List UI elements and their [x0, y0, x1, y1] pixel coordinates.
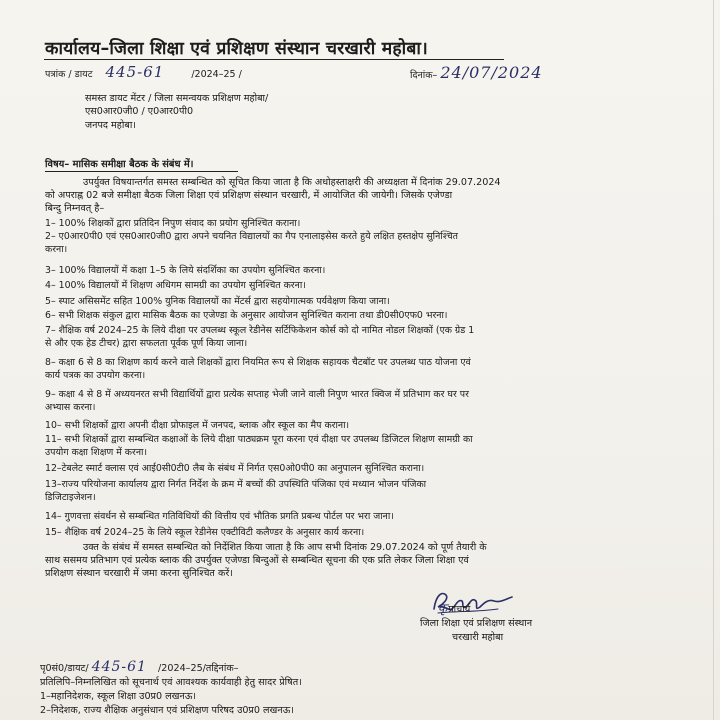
date-label: दिनांक — [410, 70, 433, 81]
agenda-item-text: 5– स्पाट असिसमेंट सहित 100% युनिक विद्यालयों का मेंटर्स द्वारा सहयोगात्मक पर्यवेक्षण किया जाना। — [45, 296, 390, 307]
copy-line: प्रतिलिपि–निम्नलिखित को सूचनार्थ एवं आवश्यक कार्यवाही हेतु सादर प्रेषित। — [40, 677, 302, 688]
recipient-line: समस्त डायट मेंटर / जिला समन्वयक प्रशिक्षण महोबा/ — [85, 93, 269, 104]
signatory-org: जिला शिक्षा एवं प्रशिक्षण संस्थान — [420, 618, 533, 629]
date-line: दिनांक– 24/07/2024 — [410, 63, 543, 82]
agenda-item-text: 15– शैक्षिक वर्ष 2024–25 के लिये स्कूल रेडीनेस एक्टीविटी कलैण्डर के अनुसार कार्य करना। — [45, 527, 365, 538]
agenda-item-text: 14– गुणवत्ता संवर्धन से सम्बन्धित गतिविधियों की वित्तीय एवं भौतिक प्रगति प्रबन्ध पोर्टल पर भरा जाना। — [45, 511, 394, 522]
agenda-item-text: 13–राज्य परियोजना कार्यालय द्वारा निर्गत निर्देश के क्रम में बच्चों की उपस्थिति पंजिका एवं मध्यान भोजन पंजिका — [45, 479, 427, 490]
letterhead-title: कार्यालय–जिला शिक्षा एवं प्रशिक्षण संस्थान चरखारी महोबा। — [45, 39, 428, 59]
agenda-item-text: 11– सभी शिक्षकों द्वारा सम्बन्धित कक्षाओं के लिये दीक्षा पाठ्यक्रम पूरा करना एवं दीक्षा पर उपलब्ध डिजिटल शिक्षण सामग्री का — [45, 434, 473, 445]
page-edge — [713, 0, 714, 720]
copy-to-section — [40, 660, 302, 718]
reference-line — [45, 63, 242, 81]
agenda-item-text: 12–टेबलेट स्मार्ट क्लास एवं आई0सी0टी0 लैब के संबंध में निर्गत एस0ओ0पी0 का अनुपालन सुनिश्चित कराना। — [45, 463, 425, 474]
intro-line: उपर्युक्त विषयान्तर्गत समस्त सम्बन्धित को सूचित किया जाता है कि अधोहस्ताक्षरी की अध्यक्षता में दिनांक 29.07.2024 — [83, 177, 501, 188]
signature-block — [420, 583, 640, 645]
letterhead-underline — [44, 59, 504, 60]
agenda-item-5 — [45, 295, 695, 308]
agenda-item-text: से और एक हेड टीचर) द्वारा सफलता पूर्वक पूर्ण किया जाना। — [45, 338, 248, 350]
agenda-item-text: 8– कक्षा 6 से 8 का शिक्षण कार्य करने वाले शिक्षकों द्वारा नियमित रूप से शिक्षक सहायक चैटबॉट पर उपलब्ध पाठ योजना एवं — [45, 357, 471, 368]
ref-number: 445-61 — [105, 63, 165, 81]
agenda-item-text: 1– 100% शिक्षकों द्वारा प्रतिदिन निपुण संवाद का प्रयोग सुनिश्चित कराना। — [45, 218, 301, 229]
recipient-line: एस0आर0जी0 / ए0आर0पी0 — [85, 106, 194, 118]
agenda-item-2 — [45, 230, 695, 256]
agenda-item-text: डिजिटाइजेशन। — [45, 492, 96, 504]
copy-ref-label: पृ0सं0/डायट/ — [40, 663, 89, 674]
agenda-item-text: 7– शैक्षिक वर्ष 2024–25 के लिये दीक्षा पर उपलब्ध स्कूल रेडीनेस सर्टिफिकेशन कोर्स को दो नामित नोडल शिक्षकों (एक ग्रेड 1 — [45, 325, 475, 336]
closing-line: साथ ससमय प्रतिभाग एवं प्रत्येक ब्लाक की उपर्युक्त एजेण्डा बिन्दुओं से सम्बन्धित सूचना की एक प्रति लेकर जिला शिक्षा एवं — [45, 555, 469, 567]
agenda-item-14 — [45, 510, 695, 523]
signature-initial: कृ — [438, 601, 449, 615]
subject-underline — [45, 171, 238, 172]
agenda-item-12 — [45, 462, 695, 475]
closing-paragraph — [45, 541, 675, 581]
agenda-item-text: 10– सभी शिक्षकों द्वारा अपनी दीक्षा प्रोफाइल में जनपद, ब्लाक और स्कूल का मैप कराना। — [45, 420, 350, 431]
ref-suffix: /2024–25 / — [191, 69, 242, 80]
ref-label: पत्रांक / डायट — [45, 69, 93, 80]
agenda-item-text: 2– ए0आर0पी0 एवं एस0आर0जी0 द्वारा अपने चयनित विद्यालयों का गैप एनालाइसेस करते हुये लक्षित हस्तक्षेप सुनिश्चित — [45, 231, 458, 242]
date-value: 24/07/2024 — [440, 63, 543, 82]
agenda-item-3 — [45, 264, 695, 277]
agenda-item-text: उपयोग कक्षा शिक्षण में करना। — [45, 447, 148, 459]
closing-line: प्रशिक्षण संस्थान चरखारी में जमा करना सुनिश्चित करें। — [45, 568, 233, 580]
agenda-item-8 — [45, 356, 695, 382]
copy-line: 2–निदेशक, राज्य शैक्षिक अनुसंधान एवं प्रशिक्षण परिषद उ0प्र0 लखनऊ। — [40, 705, 294, 716]
agenda-item-10 — [45, 419, 695, 432]
copy-ref-suffix: /2024–25/तद्दिनांक– — [158, 663, 239, 674]
recipients-block — [85, 92, 268, 132]
copy-ref-number: 445-61 — [91, 659, 147, 675]
agenda-item-text: 6– सभी शिक्षक संकुल द्वारा मासिक बैठक का एजेण्डा के अनुसार आयोजन सुनिश्चित कराना तथा डी0सी0एफ0 भरना। — [45, 310, 448, 321]
agenda-item-7 — [45, 324, 695, 350]
agenda-item-text: 4– 100% विद्यालयों में शिक्षण अधिगम सामग्री का उपयोग सुनिश्चित करना। — [45, 280, 306, 291]
agenda-item-1 — [45, 217, 695, 230]
agenda-item-text: 9– कक्षा 4 से 8 में अध्ययनरत सभी विद्यार्थियों द्वारा प्रत्येक सप्ताह भेजी जाने वाली निपुण भारत क्विज में प्रतिभाग कर घर पर — [45, 389, 469, 400]
closing-line: उक्त के संबंध में समस्त सम्बन्धित को निर्देशित किया जाता है कि आप सभी दिनांक 29.07.2024 को पूर्ण तैयारी के — [83, 542, 487, 553]
agenda-item-13 — [45, 478, 695, 504]
signatory-place: चरखारी महोबा — [452, 632, 504, 643]
intro-paragraph — [45, 176, 675, 216]
agenda-item-text: करना। — [45, 244, 68, 256]
agenda-item-text: अभ्यास करना। — [45, 402, 96, 414]
agenda-item-text: कार्य पत्रक का उपयोग करना। — [45, 370, 146, 382]
agenda-item-text: 3– 100% विद्यालयों में कक्षा 1–5 के लिये संदर्शिका का उपयोग सुनिश्चित करना। — [45, 265, 326, 276]
agenda-item-15 — [45, 526, 695, 539]
recipient-line: जनपद महोबा। — [85, 119, 136, 131]
agenda-item-6 — [45, 309, 695, 322]
agenda-item-4 — [45, 279, 695, 292]
agenda-item-11 — [45, 433, 695, 459]
signatory-role: कृप्राचार्य — [438, 601, 471, 615]
copy-ref-line — [40, 660, 302, 676]
copy-line: 1–महानिदेशक, स्कूल शिक्षा उ0प्र0 लखनऊ। — [40, 691, 197, 702]
subject-line: विषय– मासिक समीक्षा बैठक के संबंध में। — [45, 159, 194, 170]
agenda-item-9 — [45, 388, 695, 414]
intro-line: बिन्दु निम्नवत् है– — [45, 203, 105, 215]
intro-line: को अपराह्न 02 बजे समीक्षा बैठक जिला शिक्षा एवं प्रशिक्षण संस्थान चरखारी, में आयोजित की जायेगी। जिसके एजेण्डा — [45, 190, 453, 202]
